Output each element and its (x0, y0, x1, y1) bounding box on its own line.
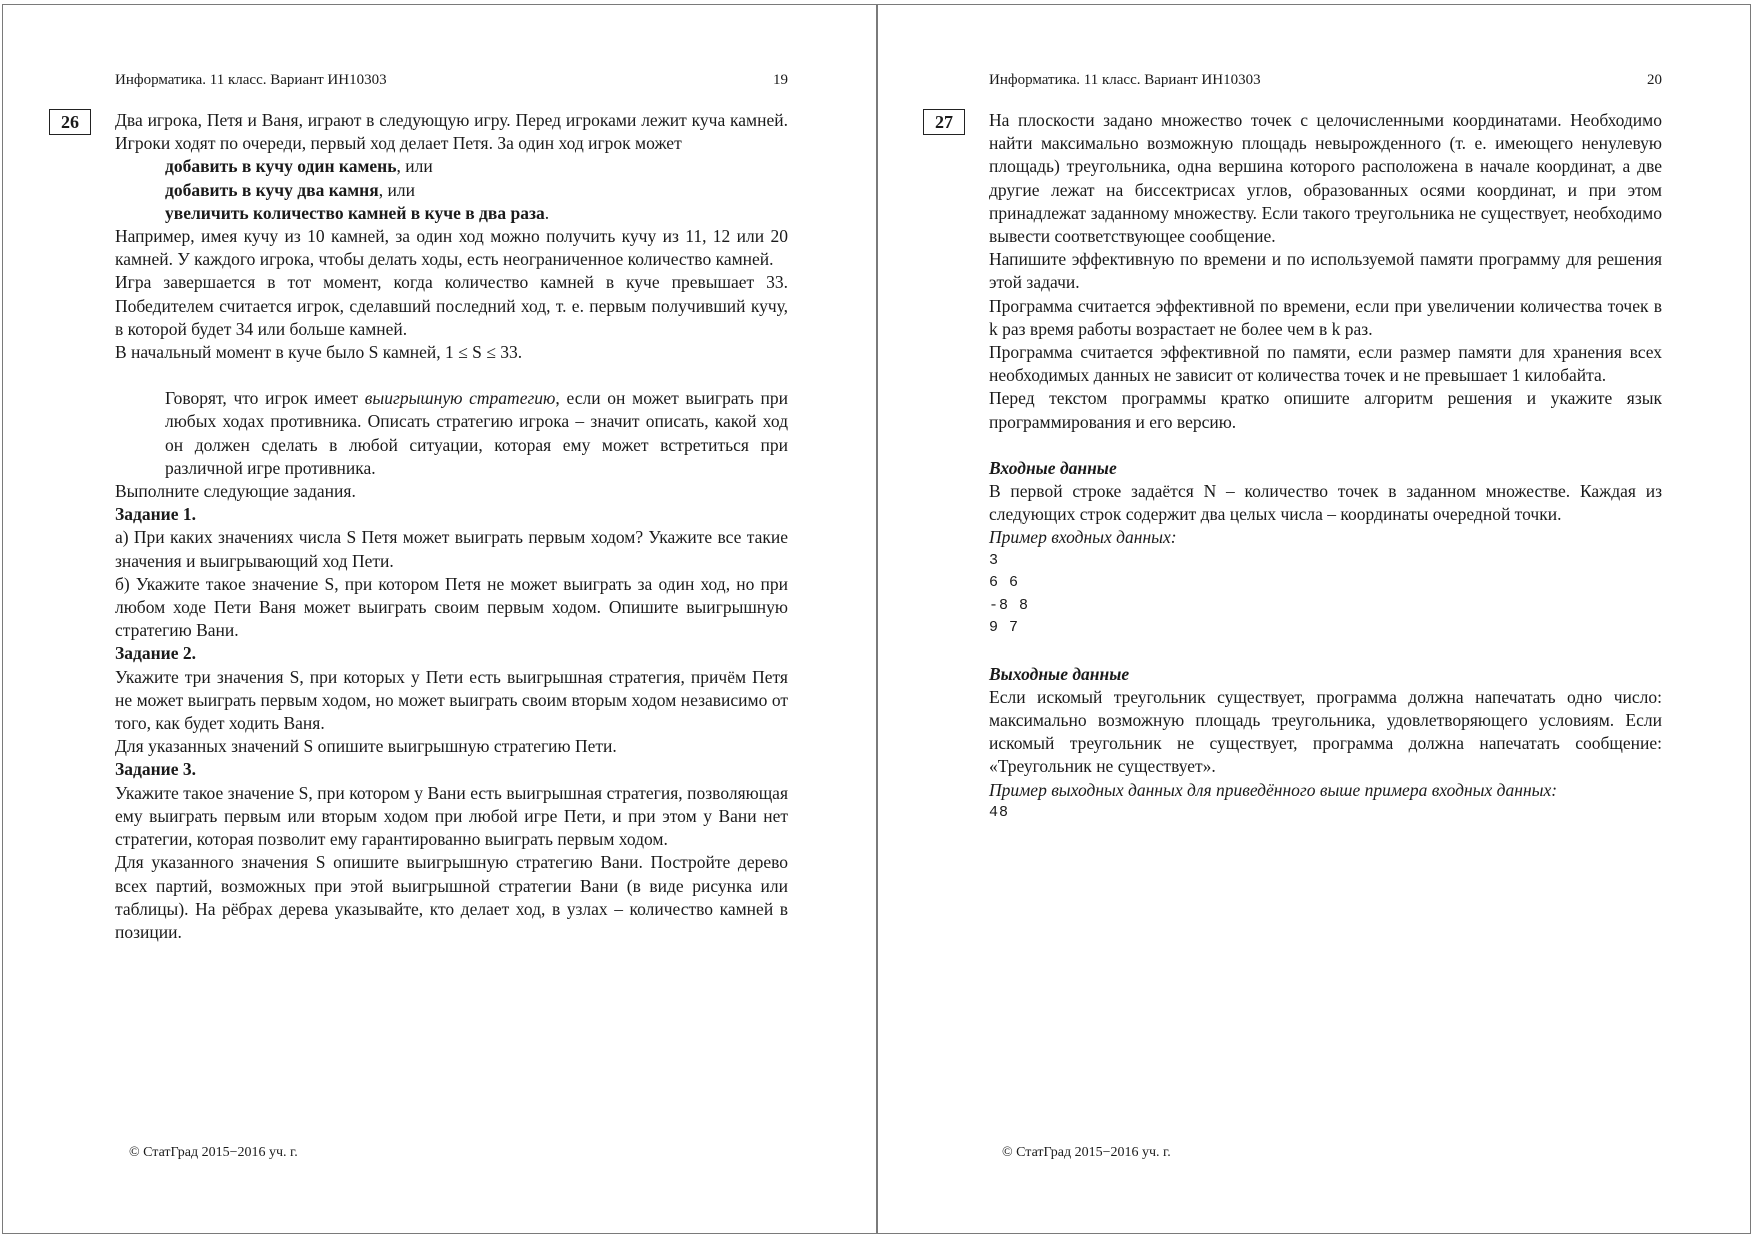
left-page-content (61, 72, 788, 944)
move-option-1: добавить в кучу один камень, или (165, 156, 433, 177)
page-header (989, 72, 1662, 96)
task-2-text: Укажите три значения S, при которых у Пети есть выигрышная стратегия, причём Петя не может выиграть первым ходом, но может выиграть своим вторым ходом независимо от того, как будет ходить Ваня. (115, 666, 788, 734)
page-header (115, 72, 788, 96)
task-1-heading: Задание 1. (115, 504, 197, 525)
move-option-3: увеличить количество камней в куче в два раза. (165, 202, 550, 223)
output-description: Если искомый треугольник существует, программа должна напечатать одно число: максимально возможную площадь треугольника, удовлетворяющего условиям. Если искомый треугольник не существует, программа должна напечатать сообщение: «Треугольник не существует». (989, 686, 1662, 777)
task-27-body (935, 109, 1662, 824)
input-example-line: 6 6 (989, 574, 1020, 592)
task-number-box: 27 (923, 109, 965, 135)
time-efficiency-rule: Программа считается эффективной по времени, если при увеличении количества точек в k раз время работы возрастает не более чем в k раз. (989, 295, 1662, 339)
page-footer: © СтатГрад 2015−2016 уч. г. (129, 1145, 298, 1160)
task-1b-text: б) Укажите такое значение S, при котором Петя не может выиграть за один ход, но при любом ходе Пети Ваня может выиграть своим первым ходом. Опишите выигрышную стратегию Вани. (115, 573, 788, 641)
algorithm-request: Перед текстом программы кратко опишите алгоритм решения и укажите язык программирования и его версию. (989, 388, 1662, 432)
input-example-block (989, 550, 1662, 640)
input-example-line: 3 (989, 551, 1000, 569)
input-example-line: -8 8 (989, 596, 1030, 614)
page-number: 20 (1647, 72, 1662, 88)
memory-efficiency-rule: Программа считается эффективной по памяти, если размер памяти для хранения всех необходимых данных не зависит от количества точек и не превышает 1 килобайта. (989, 342, 1662, 386)
end-rule-paragraph: Игра завершается в тот момент, когда количество камней в куче превышает 33. Победителем считается игрок, сделавший последний ход, т. е. первым получивший кучу, в которой будет 34 или больше камней. (115, 272, 788, 339)
task-3-text-2: Для указанного значения S опишите выигрышную стратегию Вани. Постройте дерево всех партий, возможных при этой выигрышной стратегии Вани (в виде рисунка или таблицы). На рёбрах дерева указывайте, кто делает ход, в узлах – количество камней в позиции. (115, 852, 788, 942)
task-1a-text: а) При каких значениях числа S Петя может выиграть первым ходом? Укажите все такие значения и выигрывающий ход Пети. (115, 527, 788, 571)
task-2-text-2: Для указанных значений S опишите выигрышную стратегию Пети. (115, 736, 617, 757)
task-intro: Два игрока, Петя и Ваня, играют в следующую игру. Перед игроками лежит куча камней. Игроки ходят по очереди, первый ход делает Петя. За один ход игрок может (115, 110, 788, 154)
task-number-box: 26 (49, 109, 91, 135)
task-3-heading: Задание 3. (115, 759, 197, 780)
problem-statement: На плоскости задано множество точек с целочисленными координатами. Необходимо найти максимально возможную площадь невырожденного (т. е. имеющего ненулевую площадь) треугольника, одна вершина которого расположена в начале координат, а две другие лежат на биссектрисах углов, образованных осями координат, и при этом принадлежат заданному множеству. Если такого треугольника не существует, необходимо вывести соответствующее сообщение. (989, 110, 1662, 247)
move-option-2: добавить в кучу два камня, или (165, 179, 415, 200)
right-page-content (935, 72, 1662, 824)
example-paragraph: Например, имея кучу из 10 камней, за один ход можно получить кучу из 11, 12 или 20 камней. У каждого игрока, чтобы делать ходы, есть неограниченное количество камней. (115, 226, 788, 270)
header-title: Информатика. 11 класс. Вариант ИН10303 (115, 72, 387, 88)
do-tasks-line: Выполните следующие задания. (115, 481, 356, 502)
start-state-paragraph: В начальный момент в куче было S камней, 1 ≤ S ≤ 33. (115, 342, 523, 363)
input-description: В первой строке задаётся N – количество точек в заданном множестве. Каждая из следующих строк содержит два целых числа – координаты очередной точки. (989, 481, 1662, 525)
page-number: 19 (773, 72, 788, 88)
right-page (877, 4, 1751, 1234)
output-heading: Выходные данные (989, 663, 1130, 684)
page-footer: © СтатГрад 2015−2016 уч. г. (1002, 1145, 1171, 1160)
output-example: 48 (989, 803, 1010, 821)
task-26-body (61, 109, 788, 944)
output-example-label: Пример выходных данных для приведённого выше примера входных данных: (989, 779, 1558, 800)
input-heading: Входные данные (989, 457, 1117, 478)
input-example-label: Пример входных данных: (989, 527, 1177, 548)
header-title: Информатика. 11 класс. Вариант ИН10303 (989, 72, 1261, 88)
input-example-line: 9 7 (989, 619, 1020, 637)
strategy-definition: Говорят, что игрок имеет выигрышную стратегию, если он может выиграть при любых ходах противника. Описать стратегию игрока – значит описать, какой ход он должен сделать в любой ситуации, которая ему может встретиться при различной игре противника. (165, 388, 788, 478)
efficiency-request: Напишите эффективную по времени и по используемой памяти программу для решения этой задачи. (989, 249, 1662, 293)
task-2-heading: Задание 2. (115, 643, 197, 664)
left-page (2, 4, 877, 1234)
task-3-text: Укажите такое значение S, при котором у Вани есть выигрышная стратегия, позволяющая ему выиграть первым или вторым ходом при любой игре Пети, и при этом у Вани нет стратегии, которая позволит ему гарантированно выиграть первым ходом. (115, 782, 788, 850)
